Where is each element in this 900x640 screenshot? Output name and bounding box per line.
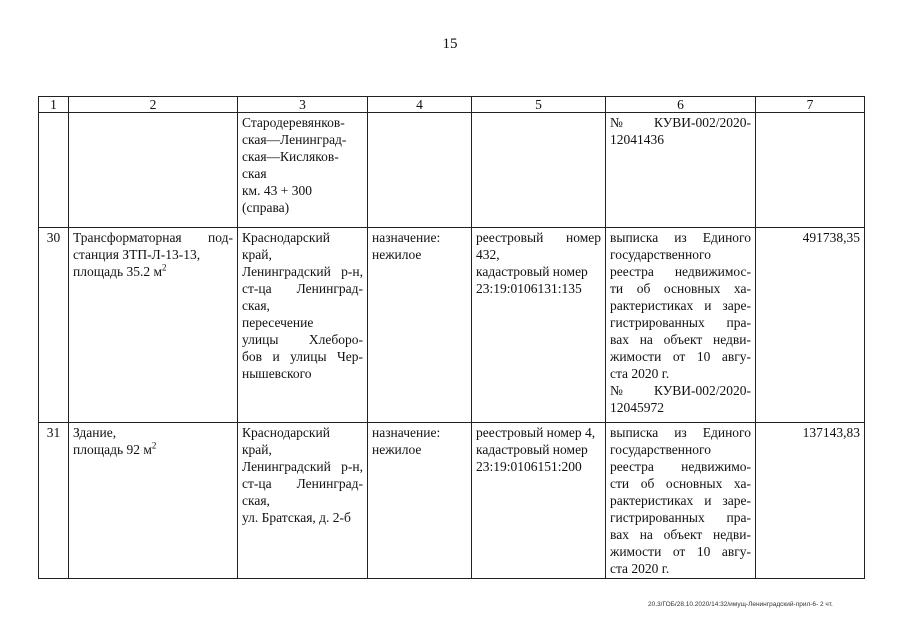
- object-name-line: станция ЗТП-Л-13-13,: [73, 247, 201, 262]
- object-name-cell: [69, 423, 238, 579]
- address-line: Краснодарский: [242, 230, 330, 245]
- object-name-line: Трансформаторная под-: [73, 230, 233, 245]
- object-name-line: [73, 441, 233, 458]
- object-area-text: площадь 35.2 м: [73, 264, 163, 279]
- address-line: нышевского: [242, 366, 312, 381]
- document-line: жимости от 10 авгу-: [610, 349, 751, 364]
- document-cell: [606, 113, 756, 228]
- address-line: ская,: [242, 493, 270, 508]
- registry-line: 432,: [476, 247, 500, 262]
- document-line: вах на объект недви-: [610, 332, 751, 347]
- purpose-cell: [368, 423, 472, 579]
- object-name-cell: [69, 113, 238, 228]
- row-number-cell: [39, 113, 69, 228]
- address-line: ская—Ленинград-: [242, 132, 347, 147]
- document-line: ста 2020 г.: [610, 561, 670, 576]
- purpose-cell: [368, 228, 472, 423]
- registry-line: реестровый номер 4,: [476, 425, 596, 440]
- address-line: ст-ца Ленинград-: [242, 476, 363, 491]
- registry-number-cell: [472, 113, 606, 228]
- document-line: 12045972: [610, 400, 664, 415]
- document-cell: [606, 423, 756, 579]
- address-line: ст-ца Ленинград-: [242, 281, 363, 296]
- address-line: ская: [242, 166, 267, 181]
- registry-line: 23:19:0106151:200: [476, 459, 582, 474]
- object-name-line: [73, 263, 233, 280]
- address-line: пересечение: [242, 315, 314, 330]
- document-line: жимости от 10 авгу-: [610, 544, 751, 559]
- registry-line: 23:19:0106131:135: [476, 281, 582, 296]
- address-cell: [238, 228, 368, 423]
- address-line: ул. Братская, д. 2-б: [242, 510, 351, 525]
- registry-line: кадастровый номер: [476, 264, 588, 279]
- document-cell: [606, 228, 756, 423]
- document-footer-code: 20.3/ГОБ/28.10.2020/14:32/имущ-Ленинградский-прил-6- 2 чт.: [648, 601, 833, 608]
- document-line: государственного: [610, 442, 711, 457]
- document-line: реестра недвижимос-: [610, 264, 751, 279]
- purpose-line: назначение:: [372, 230, 441, 245]
- address-line: км. 43 + 300: [242, 183, 312, 198]
- column-header: 7: [756, 97, 865, 113]
- document-line: № КУВИ-002/2020-: [610, 115, 751, 130]
- document-line: выписка из Единого: [610, 230, 751, 245]
- document-line: № КУВИ-002/2020-: [610, 383, 751, 398]
- document-line: вах на объект недви-: [610, 527, 751, 542]
- property-registry-table: [38, 96, 865, 579]
- table-row: [39, 113, 865, 228]
- address-line: бов и улицы Чер-: [242, 349, 363, 364]
- document-line: рактеристиках и заре-: [610, 493, 751, 508]
- column-header: 6: [606, 97, 756, 113]
- registry-line: кадастровый номер: [476, 442, 588, 457]
- area-unit-superscript: 2: [162, 262, 167, 273]
- registry-number-cell: [472, 228, 606, 423]
- column-header: 2: [69, 97, 238, 113]
- value-cell: [756, 113, 865, 228]
- object-name-cell: [69, 228, 238, 423]
- column-header: 1: [39, 97, 69, 113]
- address-line: ская—Кисляков-: [242, 149, 339, 164]
- registry-number-cell: [472, 423, 606, 579]
- document-line: рактеристиках и заре-: [610, 298, 751, 313]
- value-cell: 491738,35: [756, 228, 865, 423]
- document-line: ста 2020 г.: [610, 366, 670, 381]
- address-line: Краснодарский: [242, 425, 330, 440]
- registry-line: реестровый номер: [476, 230, 601, 245]
- address-line: край,: [242, 247, 272, 262]
- column-header: 4: [368, 97, 472, 113]
- document-line: ти об основных ха-: [610, 281, 751, 296]
- purpose-line: нежилое: [372, 247, 422, 262]
- address-line: Ленинградский р-н,: [242, 459, 363, 474]
- page-number: 15: [442, 36, 458, 52]
- document-line: выписка из Единого: [610, 425, 751, 440]
- purpose-line: назначение:: [372, 425, 441, 440]
- address-cell: [238, 423, 368, 579]
- address-line: (справа): [242, 200, 290, 215]
- address-line: Ленинградский р-н,: [242, 264, 363, 279]
- table-row: [39, 423, 865, 579]
- purpose-line: нежилое: [372, 442, 422, 457]
- value-cell: 137143,83: [756, 423, 865, 579]
- purpose-cell: [368, 113, 472, 228]
- area-unit-superscript: 2: [151, 440, 157, 451]
- document-line: сти об основных ха-: [610, 476, 751, 491]
- address-line: ская,: [242, 298, 270, 313]
- address-line: улицы Хлеборо-: [242, 332, 363, 347]
- column-header: 5: [472, 97, 606, 113]
- row-number-cell: 31: [39, 423, 69, 579]
- document-line: гистрированных пра-: [610, 315, 751, 330]
- object-name-line: Здание,: [73, 425, 117, 440]
- column-header: 3: [238, 97, 368, 113]
- document-line: реестра недвижимо-: [610, 459, 751, 474]
- table-row: [39, 228, 865, 423]
- document-line: гистрированных пра-: [610, 510, 751, 525]
- document-line: государственного: [610, 247, 711, 262]
- table-header-row: [39, 97, 865, 113]
- object-area-text: площадь 92 м: [73, 442, 152, 457]
- document-line: 12041436: [610, 132, 664, 147]
- address-cell: [238, 113, 368, 228]
- address-line: край,: [242, 442, 272, 457]
- address-line: Стародеревянков-: [242, 115, 345, 130]
- row-number-cell: 30: [39, 228, 69, 423]
